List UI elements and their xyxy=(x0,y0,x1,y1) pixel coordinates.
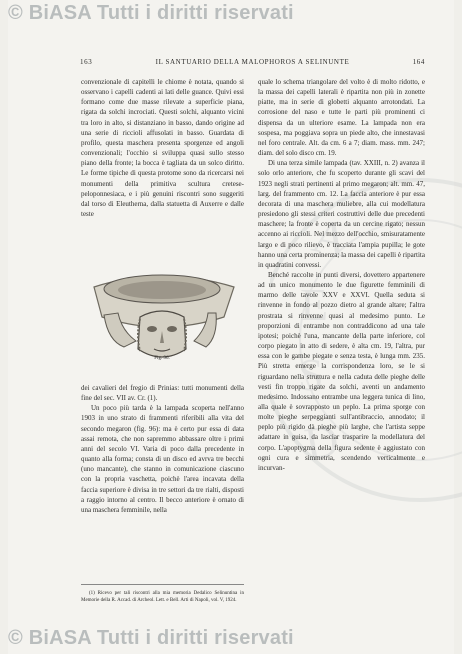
paragraph: convenzionale di capitelli le chiome è notata, quando si osservano i capelli cadenti ai lati delle guance. Quivi essi formano come due masse rilevate a superficie piana, rigata da solchi incrociati. Questi solchi, alquanto vicini tra loro in alto, si distanziano in basso, dando origine ad una serie di riccioli affusolati in basso. Guardata di profilo, questa maschera presenta sporgenze ed angoli convenzionali; l'occhio si sviluppa quasi sullo stesso piano della fronte; la bocca è tagliata da un solco diritto. Le forme tipiche di questa protome sono da ricercarsi nei monumenti della primitiva scultura cretese-peloponnesiaca, e i più genuini riscontri sono suggeriti dal torso di Eleutherna, dalla statuetta di Auxerre e dalle teste xyxy=(81,78,244,219)
paragraph: Benché raccolte in punti diversi, dovettero appartenere ad un unico monumento le due figurette femminili di marmo delle tavole XXV e XXVI. Quella seduta si rinvenne in fondo al pozzo dietro al grande altare; l'altra prostrata si rinvenne quasi al medesimo punto. Le proporzioni di entrambe non contraddicono ad una tale ipotesi; poichè l'una, mancante della parte inferiore, col corpo piegato in atto di sedere, è alta cm. 19, l'altra, pur essa con le gambe piegate e senza testa, è lunga mm. 235. Più stretta emerge la corrispondenza loro, se le si riguardano nella struttura e nella caduta delle pieghe delle vesti fin troppo rigate da solchi, aventi un andamento medesimo. Indossano entrambe una leggera tunica di lino, alla quale è sovrapposto un peplo. La prima sporge con molte pieghe serpeggianti sull'antibraccio, annodato; il peplo più rigido dà pieghe più larghe, che l'artista seppe adattare in guisa, da lasciar trasparire la modellatura del corpo. L'apoptygma della figura sedente è aggiustato con ogni cura e simmetria, scendendo verticalmente e incurvan- xyxy=(258,270,425,472)
paragraph: Di una terza simile lampada (tav. XXIII, n. 2) avanza il solo orlo anteriore, che fu scoperto durante gli scavi del 1923 negli strati pertinenti al primo megaron; alt. mm. 47, larg. del frammento cm. 12. La faccia anteriore è pur essa decorata di una maschera muliebre, alla cui modellatura presiedono gli stessi criteri costruttivi delle due precedenti maschere; la fronte è coperta da un cercine rigato; nessun accenno ai riccioli. Nel mezzo dell'occhio, smisuratamente largo e di poco rilievo, è tracciata l'ampia pupilla; le gote hanno una certa prominenza; la massa dei capelli è ripartita in quadratini convessi. xyxy=(258,159,425,269)
paragraph: dei cavalieri del fregio di Prinias: tutti monumenti della fine del sec. VII av. Cr. (1). xyxy=(81,384,244,403)
page-number-left: 163 xyxy=(80,58,93,66)
figure-caption: Fig. 96. xyxy=(154,356,170,361)
page-number-right: 164 xyxy=(412,58,425,66)
paragraph: Un poco più tarda è la lampada scoperta nell'anno 1903 in uno strato di frammenti riferibili alla vita del secondo megaron (fig. 96): ma è certo pur essa di data assai remota, che non sapremmo abbassare oltre i primi anni del secolo VI. Varia di poco dalla precedente in quanto alla forma; consta di un disco ed avrva tre becchi (uno mancante), che stanno in comunicazione ciascuno con la propria vaschetta, poichè l'area incavata della faccia superiore è divisa in tre settori da tre rialti, disposti a raggio intorno al centro. Il becco anteriore è ornato di una maschera femminile, nella xyxy=(81,404,244,514)
svg-text:E: E xyxy=(300,279,329,330)
svg-text:S: S xyxy=(298,349,324,400)
lamp-figure xyxy=(84,257,240,367)
running-title: IL SANTUARIO DELLA MALOPHOROS A SELINUNTE xyxy=(155,58,350,66)
left-column xyxy=(81,77,244,219)
left-column-continued xyxy=(81,383,244,515)
right-column xyxy=(258,77,425,473)
footnote xyxy=(81,584,244,605)
paragraph: quale lo schema triangolare del volto è di molto ridotto, e la massa dei capelli laterali è ripartita non più in zonette piatte, ma in serie di globetti alquanto arrotondati. La corrosione del naso e tutte le parti più prominenti ci dispensa da un ulteriore esame. La lampada non era sospesa, ma poggiava sopra un piede alto, che innestavasi nel foro centrale. Alt. da cm. 6 a 7; diam. mass. mm. 247; diam. del solo disco cm. 19. xyxy=(258,78,425,158)
watermark-top: © BiASA Tutti i diritti riservati xyxy=(8,2,294,24)
svg-text:D: D xyxy=(300,413,343,470)
watermark-bottom: © BiASA Tutti i diritti riservati xyxy=(8,627,294,649)
footnote-text: (1) Ricevo per tali riscontri alla mia memoria Dedalico Selinuntina in Memorie della R. Accad. di Archeol. Lett. e Bell. Arti di Napoli, vol. V, 1924. xyxy=(81,591,244,604)
running-header xyxy=(80,58,425,72)
svg-text:A: A xyxy=(307,208,353,268)
